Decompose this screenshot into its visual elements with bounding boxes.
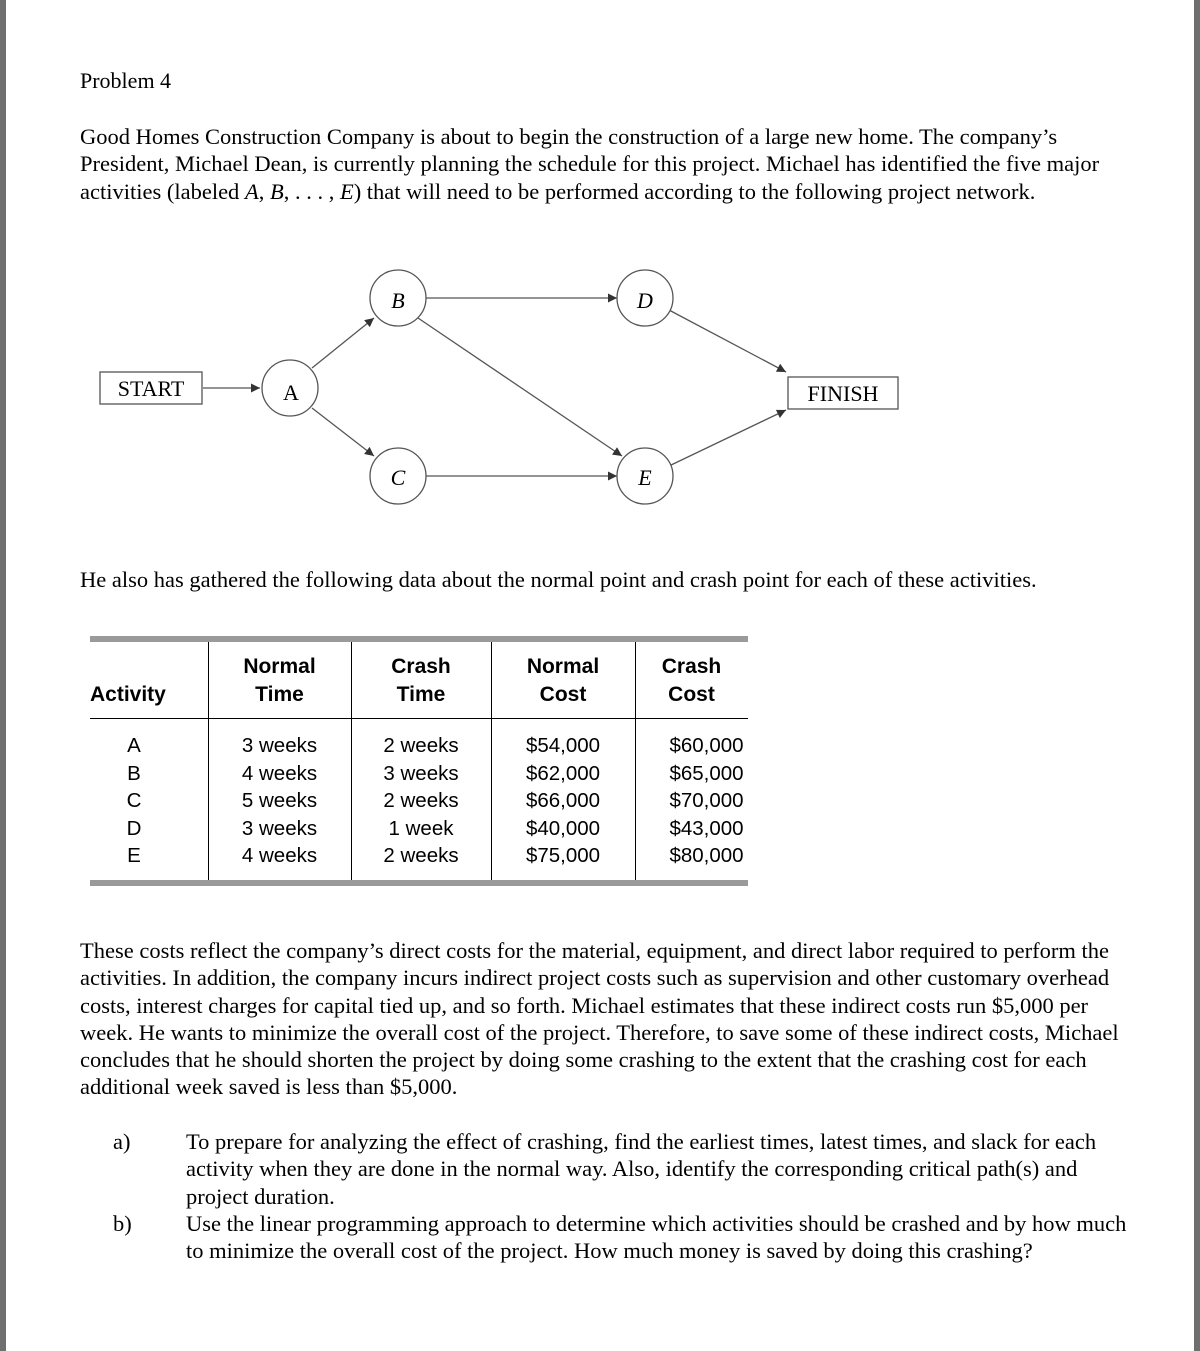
start-label: START xyxy=(117,376,185,401)
cell-normal-cost: $62,000 xyxy=(525,761,601,785)
edge-a-c xyxy=(312,408,374,456)
node-d-label: D xyxy=(637,288,653,313)
cell-crash-cost: $43,000 xyxy=(669,816,744,840)
question-a xyxy=(80,1128,1140,1210)
header-crash-time: Crash Time xyxy=(391,655,451,706)
edge-b-e xyxy=(418,318,622,456)
finish-box xyxy=(788,377,898,409)
node-b-label: B xyxy=(391,288,405,313)
intro-paragraph: Good Homes Construction Company is about to begin the construction of a large new home. The company’s President, Michael Dean, is currently planning the schedule for this project. Michael has identified the five major activities (labeled A, B, . . . , E) that will need to be performed according to the following project network. xyxy=(80,124,1100,204)
table-bottom-rule xyxy=(90,880,748,886)
column-activity xyxy=(112,732,156,870)
table-top-rule xyxy=(90,636,748,642)
edge-a-b xyxy=(312,318,374,368)
question-letter: b) xyxy=(113,1210,132,1236)
cell-activity: D xyxy=(126,816,142,840)
column-crash-cost xyxy=(635,732,778,870)
cell-normal-time: 3 weeks xyxy=(241,816,318,840)
node-c-label: C xyxy=(390,465,406,490)
cell-crash-time: 2 weeks xyxy=(383,734,459,757)
edge-d-finish xyxy=(669,310,786,372)
cell-crash-cost: $60,000 xyxy=(669,734,744,757)
header-crash-cost: Crash Cost xyxy=(661,655,722,706)
cell-normal-cost: $40,000 xyxy=(525,816,601,840)
node-e-label: E xyxy=(638,465,652,490)
cell-crash-time: 1 week xyxy=(388,816,454,840)
column-crash-time xyxy=(351,732,491,870)
question-letter: a) xyxy=(113,1129,131,1154)
cell-crash-cost: $65,000 xyxy=(669,761,744,785)
column-normal-time xyxy=(208,732,351,870)
node-c xyxy=(370,448,426,504)
header-normal-time: Normal Time xyxy=(243,655,316,706)
cell-normal-cost: $75,000 xyxy=(525,844,601,867)
cell-activity: A xyxy=(127,734,141,757)
node-e xyxy=(617,448,673,504)
column-normal-cost xyxy=(491,732,635,870)
cell-activity: B xyxy=(127,761,141,785)
node-d xyxy=(617,270,673,326)
activity-data-table xyxy=(90,636,748,889)
finish-label: FINISH xyxy=(807,381,879,406)
cell-normal-time: 3 weeks xyxy=(241,734,318,757)
question-text: To prepare for analyzing the effect of crashing, find the earliest times, latest times, and slack for each activity when they are done in the normal way. Also, identify the corresponding critical path(s) and project duration. xyxy=(186,1129,1097,1209)
question-list xyxy=(80,1128,1140,1264)
node-b xyxy=(370,270,426,326)
edge-e-finish xyxy=(669,410,786,466)
node-a-label: A xyxy=(283,380,299,405)
node-a xyxy=(262,360,318,416)
header-activity: Activity xyxy=(90,683,166,706)
cell-normal-cost: $54,000 xyxy=(525,734,601,757)
cell-activity: C xyxy=(126,789,142,812)
cell-normal-time: 4 weeks xyxy=(241,844,318,867)
cell-normal-time: 4 weeks xyxy=(241,761,318,785)
cell-normal-time: 5 weeks xyxy=(241,789,318,812)
header-normal-cost: Normal Cost xyxy=(526,655,600,706)
start-box xyxy=(100,372,202,404)
question-text: Use the linear programming approach to determine which activities should be crashed and by how much to minimize the overall cost of the project. How much money is saved by doing this crashing? xyxy=(186,1210,1127,1264)
question-b xyxy=(80,1210,1140,1265)
cell-crash-cost: $80,000 xyxy=(669,844,744,867)
cell-crash-time: 2 weeks xyxy=(383,844,459,867)
header-divider xyxy=(90,718,748,719)
cell-activity: E xyxy=(127,844,141,867)
indirect-costs-paragraph: These costs reflect the company’s direct costs for the material, equipment, and direct labor required to perform the activities. In addition, the company incurs indirect project costs such as supervision and other customary overhead costs, interest charges for capital tied up, and so forth. Michael estimates that these indirect costs run $5,000 per week. He wants to minimize the overall cost of the project. Therefore, to save some of these indirect costs, Michael concludes that he should shorten the project by doing some crashing to the extent that the crashing cost for each additional week saved is less than $5,000. xyxy=(80,938,1119,1100)
cell-crash-time: 3 weeks xyxy=(383,761,459,785)
problem-title: Problem 4 xyxy=(80,68,172,93)
data-intro-paragraph: He also has gathered the following data about the normal point and crash point for each of these activities. xyxy=(80,567,1037,592)
project-network-diagram xyxy=(0,0,1200,560)
cell-crash-time: 2 weeks xyxy=(383,789,459,812)
cell-normal-cost: $66,000 xyxy=(525,789,601,812)
cell-crash-cost: $70,000 xyxy=(669,789,744,812)
